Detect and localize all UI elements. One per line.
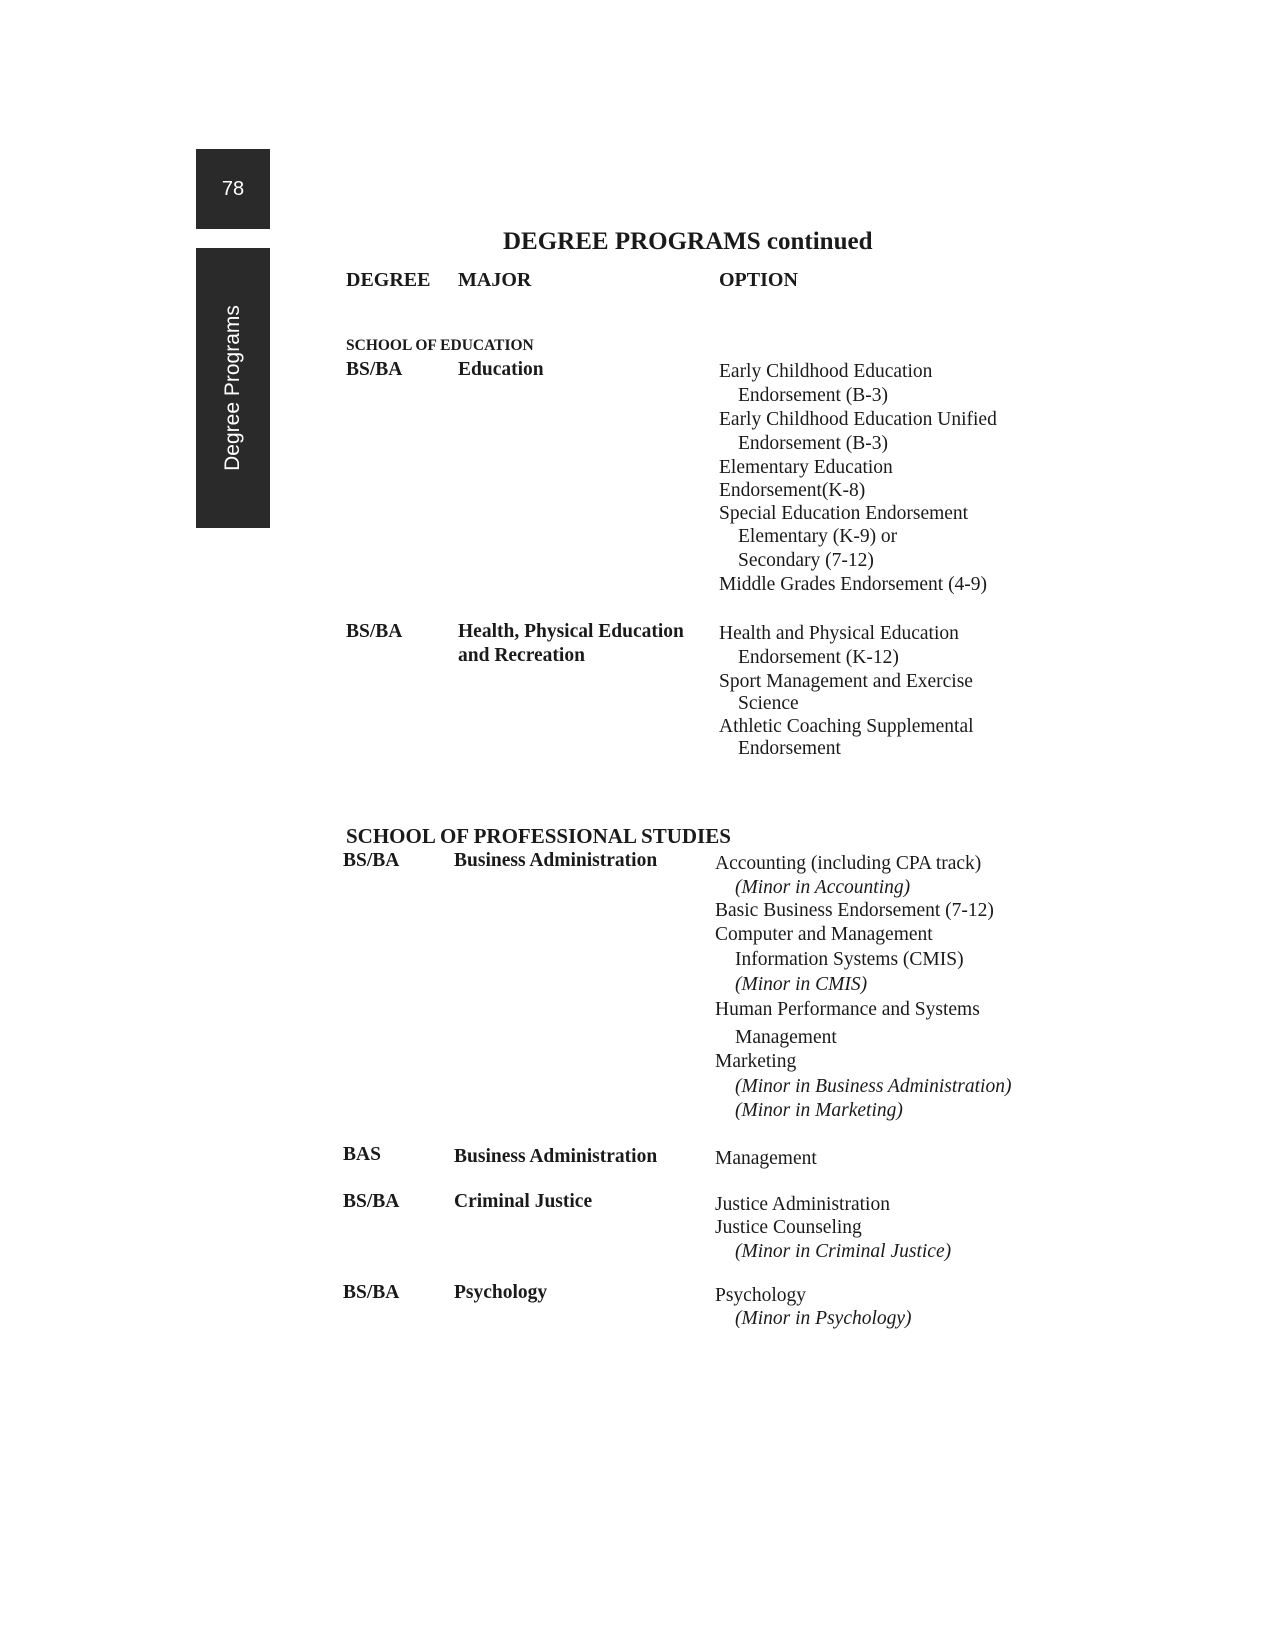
degree-education: BS/BA	[346, 359, 403, 380]
degree-business: BS/BA	[343, 850, 400, 871]
option-minor: (Minor in Business Administration)	[735, 1076, 1012, 1097]
option-line: Marketing	[715, 1051, 797, 1072]
option-line: Early Childhood Education	[719, 361, 933, 382]
school-education-heading: SCHOOL OF EDUCATION	[346, 337, 534, 354]
page-title: DEGREE PROGRAMS continued	[503, 228, 873, 255]
option-line: Elementary (K-9) or	[738, 526, 898, 547]
option-line: Management	[715, 1148, 817, 1169]
option-line: Sport Management and Exercise	[719, 671, 973, 692]
degree-hper: BS/BA	[346, 621, 403, 642]
option-line: Middle Grades Endorsement (4-9)	[719, 574, 988, 595]
degree-criminal-justice: BS/BA	[343, 1191, 400, 1212]
option-line: Health and Physical Education	[719, 623, 959, 644]
major-education: Education	[458, 359, 544, 380]
option-line: Early Childhood Education Unified	[719, 409, 997, 430]
option-line: Endorsement (B-3)	[738, 385, 889, 406]
option-line: Science	[738, 693, 799, 714]
major-hper-line2: and Recreation	[458, 645, 585, 666]
option-minor: (Minor in Accounting)	[735, 877, 911, 898]
header-option: OPTION	[719, 269, 798, 291]
option-line: Endorsement (B-3)	[738, 433, 889, 454]
option-line: Endorsement(K-8)	[719, 480, 866, 501]
major-bas: Business Administration	[454, 1146, 658, 1167]
option-line: Information Systems (CMIS)	[735, 949, 964, 970]
school-professional-heading: SCHOOL OF PROFESSIONAL STUDIES	[346, 824, 731, 848]
option-line: Psychology	[715, 1285, 807, 1306]
option-minor: (Minor in Psychology)	[735, 1308, 912, 1329]
header-degree: DEGREE	[346, 269, 431, 291]
major-hper-line1: Health, Physical Education	[458, 621, 684, 642]
section-tab-label: Degree Programs	[221, 305, 244, 471]
option-line: Accounting (including CPA track)	[715, 853, 982, 874]
header-major: MAJOR	[458, 269, 532, 291]
option-minor: (Minor in Marketing)	[735, 1100, 903, 1121]
major-psychology: Psychology	[454, 1282, 548, 1303]
option-line: Basic Business Endorsement (7-12)	[715, 900, 994, 921]
option-minor: (Minor in Criminal Justice)	[735, 1241, 952, 1262]
section-tab	[196, 248, 270, 528]
option-line: Human Performance and Systems	[715, 999, 980, 1020]
page-number: 78	[221, 177, 245, 200]
degree-bas: BAS	[343, 1144, 381, 1165]
option-line: Elementary Education	[719, 457, 893, 478]
major-business: Business Administration	[454, 850, 658, 871]
option-line: Athletic Coaching Supplemental	[719, 716, 974, 737]
option-line: Endorsement	[738, 738, 841, 759]
option-line: Justice Counseling	[715, 1217, 862, 1238]
option-line: Management	[735, 1027, 837, 1048]
option-line: Special Education Endorsement	[719, 503, 969, 524]
option-line: Computer and Management	[715, 924, 933, 945]
option-line: Secondary (7-12)	[738, 550, 874, 571]
major-criminal-justice: Criminal Justice	[454, 1191, 593, 1212]
option-line: Justice Administration	[715, 1194, 890, 1215]
option-line: Endorsement (K-12)	[738, 647, 899, 668]
degree-psychology: BS/BA	[343, 1282, 400, 1303]
page-number-tab	[196, 149, 270, 229]
option-minor: (Minor in CMIS)	[735, 974, 868, 995]
